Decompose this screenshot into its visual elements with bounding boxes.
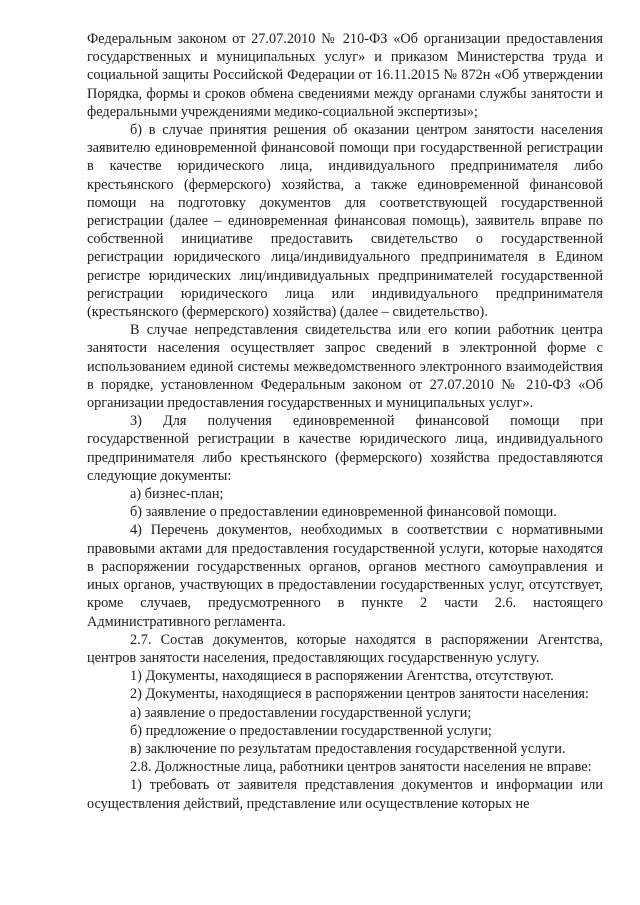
document-body [87, 30, 603, 813]
list-item-service-application: а) заявление о предоставлении государственной услуги; [130, 704, 472, 721]
paragraph-section-2-8: 2.8. Должностные лица, работники центров занятости населения не вправе: [130, 759, 592, 776]
list-item-service-conclusion: в) заключение по результатам предоставления государственной услуги. [130, 740, 566, 757]
list-item-service-offer: б) предложение о предоставлении государственной услуги; [130, 722, 492, 739]
paragraph-item-3-documents: 3) Для получения единовременной финансовой помощи при государственной регистрации в качестве юридического лица, индивидуального предпринимателя либо крестьянского (фермерского) хозяйства предоставляются следующие документы: [87, 413, 603, 484]
paragraph-certificate-request: В случае непредставления свидетельства или его копии работник центра занятости населения осуществляет запрос сведений в электронной форме с использованием единой системы межведомственного электронного взаимодействия в порядке, установленном Федеральным законом от 27.07.2010 № 210-ФЗ «Об организации предоставления государственных и муниципальных услуг». [87, 322, 603, 412]
list-item-financial-aid-application: б) заявление о предоставлении единовременной финансовой помощи. [130, 504, 557, 521]
paragraph-item-4-documents-list: 4) Перечень документов, необходимых в соответствии с нормативными правовыми актами для предоставления государственной услуги, которые находятся в распоряжении государственных органов, органов местного самоуправления и иных органов, участвующих в предоставлении государственных услуг, отсутствует, кроме случаев, предусмотренного в пункте 2 части 2.6. настоящего Административного регламента. [87, 522, 603, 630]
paragraph-item-b-certificate: б) в случае принятия решения об оказании центром занятости населения заявителю единовременной финансовой помощи при государственной регистрации в качестве юридического лица, индивидуального предпринимателя либо крестьянского (фермерского) хозяйства, а также единовременной финансовой помощи на подготовку документов для соответствующей государственной регистрации (далее – единовременная финансовая помощь), заявитель вправе по собственной инициативе предоставить свидетельство о государственной регистрации юридического лица/индивидуального предпринимателя в Едином регистре юридических лиц/индивидуальных предпринимателей государственной регистрации юридического лица или индивидуального предпринимателя (крестьянского (фермерского) хозяйства) (далее – свидетельство). [87, 122, 603, 321]
paragraph-federal-law-reference: Федеральным законом от 27.07.2010 № 210-ФЗ «Об организации предоставления государственных и муниципальных услуг» и приказом Министерства труда и социальной защиты Российской Федерации от 16.11.2015 № 872н «Об утверждении Порядка, формы и сроков обмена сведениями между органами службы занятости и федеральными учреждениями медико-социальной экспертизы»; [87, 31, 603, 120]
paragraph-employment-center-documents: 2) Документы, находящиеся в распоряжении центров занятости населения: [130, 686, 589, 703]
paragraph-agency-documents: 1) Документы, находящиеся в распоряжении Агентства, отсутствуют. [130, 668, 554, 685]
list-item-business-plan: а) бизнес-план; [130, 486, 224, 503]
paragraph-section-2-7: 2.7. Состав документов, которые находятся в распоряжении Агентства, центров занятости населения, предоставляющих государственную услугу. [87, 631, 603, 666]
paragraph-item-1-prohibition: 1) требовать от заявителя представления документов и информации или осуществления действий, представление или осуществление которых не [87, 777, 603, 812]
